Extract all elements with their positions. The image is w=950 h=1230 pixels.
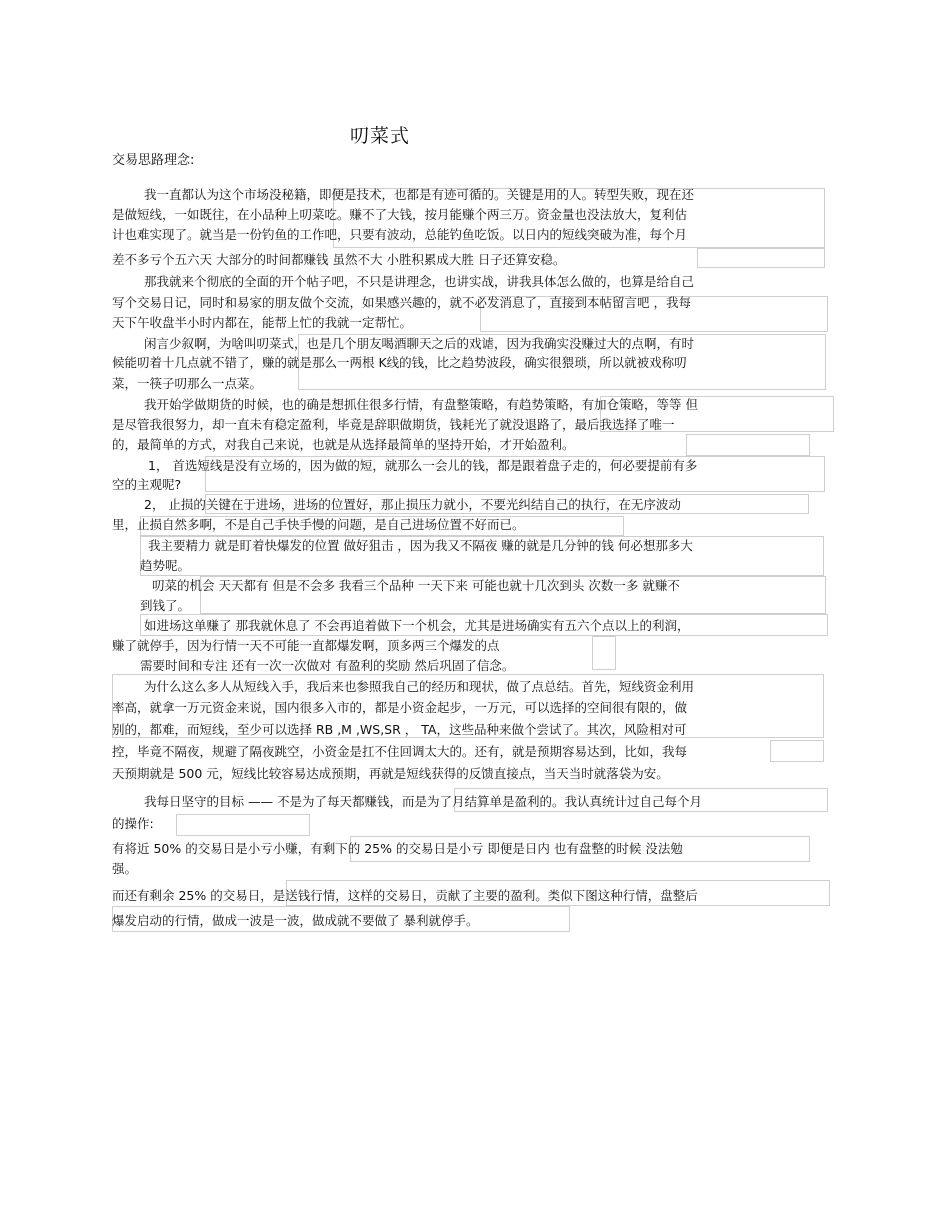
body-text-line: 菜，一筷子叨那么一点菜。 xyxy=(112,376,263,391)
body-text-line: 候能叨着十几点就不错了，赚的就是那么一两根 K线的钱，比之趋势波段，确实很猥琐，所以就被戏称叨 xyxy=(112,355,687,370)
body-text-line: 我开始学做期货的时候，也的确是想抓住很多行情，有盘整策略，有趋势策略，有加仓策略，等等 但 xyxy=(144,397,698,412)
body-text-line: 我主要精力 就是盯着快爆发的位置 做好狙击 ，因为我又不隔夜 赚的就是几分钟的钱 何必想那多大 xyxy=(148,538,693,553)
body-text-line: 闲言少叙啊，为啥叫叨菜式，也是几个朋友喝酒聊天之后的戏谑，因为我确实没赚过大的点啊，有时 xyxy=(144,336,695,351)
body-text-line: 是做短线，一如既往，在小品种上叨菜吃。赚不了大钱，按月能赚个两三万。资金量也没法放大，复利估 xyxy=(112,207,688,222)
body-text-line: 那我就来个彻底的全面的开个帖子吧，不只是讲理念，也讲实战，讲我具体怎么做的，也算是给自己 xyxy=(144,274,695,289)
body-text-line: 爆发启动的行情，做成一波是一波，做成就不要做了 暴利就停手。 xyxy=(112,913,479,928)
body-text-line: 里，止损自然多啊，不是自己手快手慢的问题，是自己进场位置不好而已。 xyxy=(112,517,525,532)
body-text-line: 我一直都认为这个市场没秘籍，即便是技术，也都是有迹可循的。关键是用的人。转型失败，现在还 xyxy=(144,187,695,202)
body-text-line: 空的主观呢? xyxy=(112,477,182,492)
text-box-outline xyxy=(697,248,825,268)
body-text-line: 天预期就是 500 元，短线比较容易达成预期，再就是短线获得的反馈直接点，当天当时就落袋为安。 xyxy=(112,766,669,781)
page-title: 叨菜式 xyxy=(349,125,410,147)
body-text-line: 1， 首选短线是没有立场的，因为做的短，就那么一会儿的钱，都是跟着盘子走的，何必要提前有多 xyxy=(148,458,698,473)
body-text-line: 率高，就拿一万元资金来说，国内很多入市的，都是小资金起步，一万元，可以选择的空间很有限的，做 xyxy=(112,700,688,715)
body-text-line: 需要时间和专注 还有一次一次做对 有盈利的奖励 然后巩固了信念。 xyxy=(140,658,515,673)
body-text-line: 天下午收盘半小时内都在，能帮上忙的我就一定帮忙。 xyxy=(112,315,413,330)
body-text-line: 写个交易日记，同时和易家的朋友做个交流，如果感兴趣的，就不必发消息了，直接到本帖留言吧 ，我每 xyxy=(112,295,691,310)
body-text-line: 的，最简单的方式，对我自己来说，也就是从选择最简单的坚持开始，才开始盈利。 xyxy=(112,437,575,452)
body-text-line: 如进场这单赚了 那我就休息了 不会再追着做下一个机会，尤其是进场确实有五六个点以上的利润， xyxy=(144,618,690,633)
text-box-outline xyxy=(770,740,824,762)
text-box-outline xyxy=(686,434,810,456)
body-text-line: 的操作: xyxy=(112,816,154,831)
body-text-line: 控，毕竟不隔夜，规避了隔夜跳空，小资金是扛不住回调太大的。还有，就是预期容易达到，比如，我每 xyxy=(112,744,688,759)
body-text-line: 叨菜的机会 天天都有 但是不会多 我看三个品种 一天下来 可能也就十几次到头 次数一多 就赚不 xyxy=(152,578,680,593)
body-text-line: 有将近 50% 的交易日是小亏小赚，有剩下的 25% 的交易日是小亏 即便是日内 也有盘整的时候 没法勉 xyxy=(112,841,683,856)
section-heading: 交易思路理念: xyxy=(112,153,195,168)
body-text-line: 而还有剩余 25% 的交易日，是送钱行情，这样的交易日，贡献了主要的盈利。类似下图这种行情，盘整后 xyxy=(112,888,698,903)
body-text-line: 2， 止损的关键在于进场，进场的位置好，那止损压力就小，不要光纠结自己的执行，在无序波动 xyxy=(144,497,681,512)
body-text-line: 差不多亏个五六天 大部分的时间都赚钱 虽然不大 小胜积累成大胜 日子还算安稳。 xyxy=(112,252,566,267)
body-text-line: 计也难实现了。就当是一份钓鱼的工作吧，只要有波动，总能钓鱼吃饭。以日内的短线突破为准，每个月 xyxy=(112,227,688,242)
body-text-line: 是尽管我很努力，却一直未有稳定盈利，毕竟是辞职做期货，钱耗光了就没退路了，最后我选择了唯一 xyxy=(112,417,675,432)
body-text-line: 我每日坚守的目标 —— 不是为了每天都赚钱，而是为了月结算单是盈利的。我认真统计过自己每个月 xyxy=(144,794,702,809)
body-text-line: 到钱了。 xyxy=(140,598,191,613)
text-box-outline xyxy=(176,814,310,836)
body-text-line: 趋势呢。 xyxy=(140,558,191,573)
body-text-line: 别的，都难，而短线，至少可以选择 RB ,M ,WS,SR ， TA，这些品种来做个尝试了。其次，风险相对可 xyxy=(112,722,687,737)
text-box-outline xyxy=(592,636,616,670)
body-text-line: 赚了就停手，因为行情一天不可能一直都爆发啊，顶多两三个爆发的点 xyxy=(112,638,500,653)
body-text-line: 强。 xyxy=(112,861,138,876)
body-text-line: 为什么这么多人从短线入手，我后来也参照我自己的经历和现状，做了点总结。首先，短线资金利用 xyxy=(144,679,695,694)
